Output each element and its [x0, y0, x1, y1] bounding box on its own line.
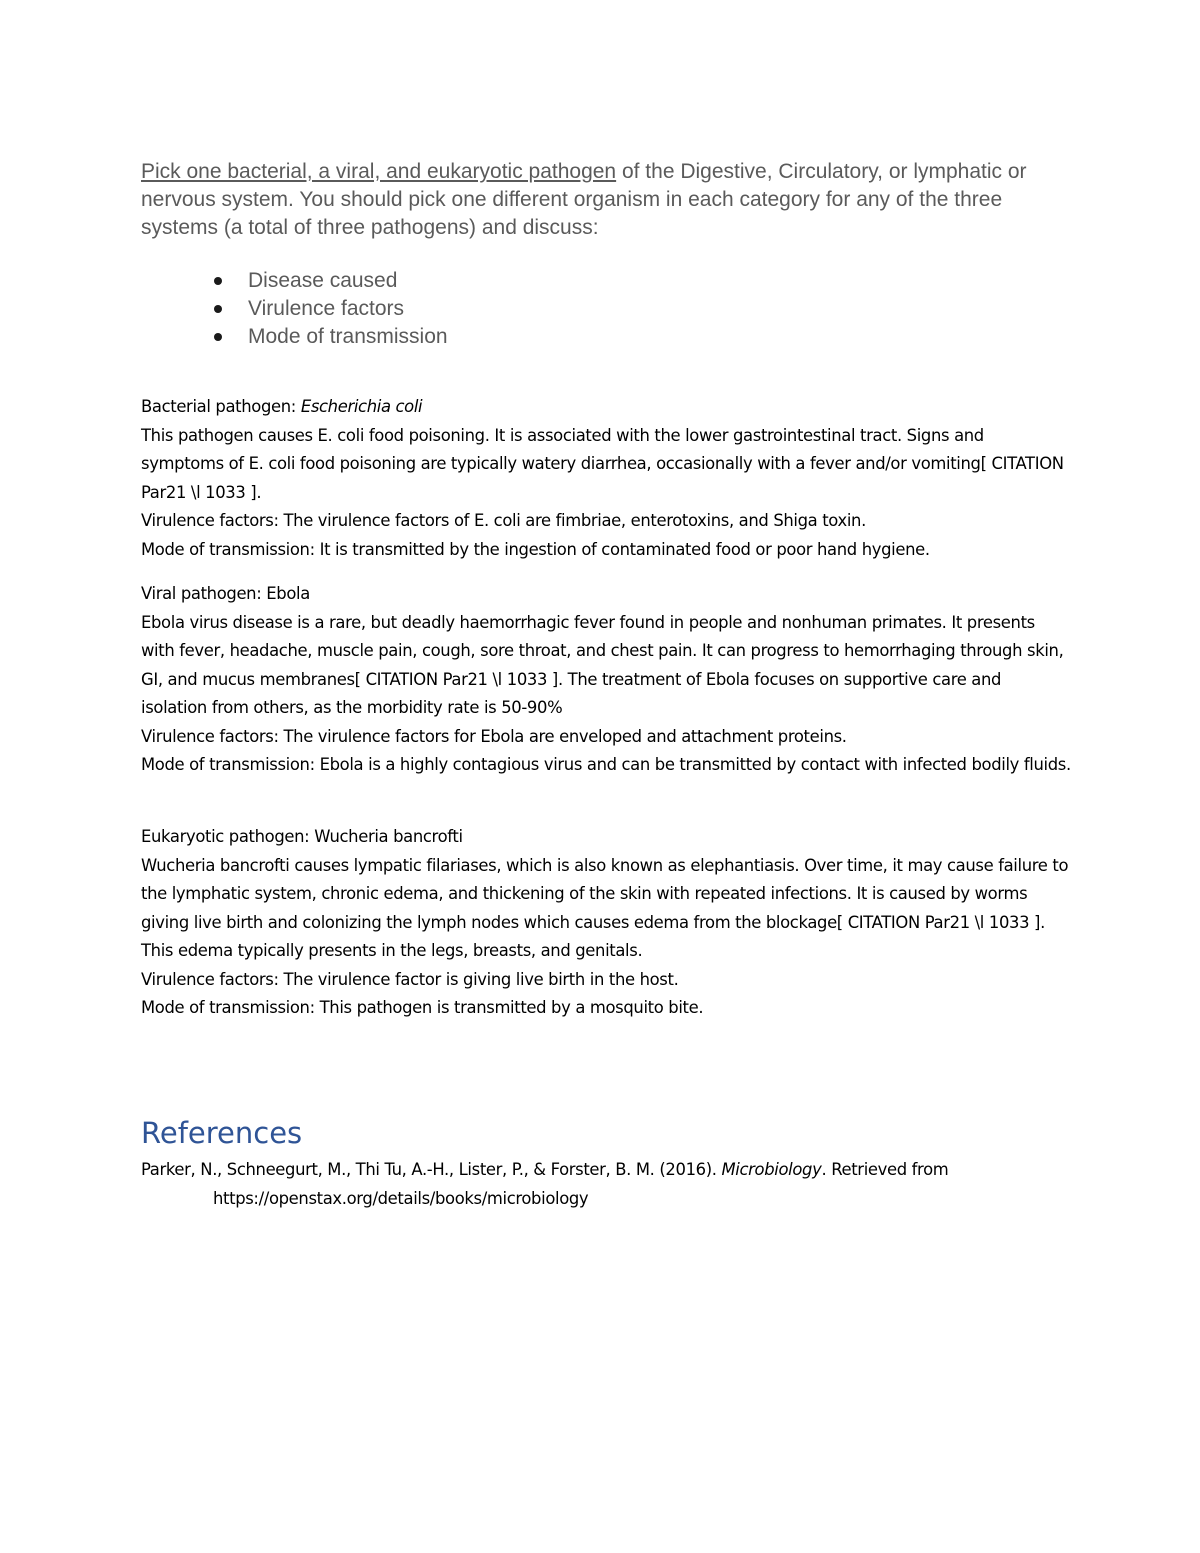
- list-item: [212, 267, 448, 295]
- viral-heading: Viral pathogen: Ebola: [141, 584, 310, 603]
- viral-description: Ebola virus disease is a rare, but deadly haemorrhagic fever found in people and nonhuman primates. It presents with fever, headache, muscle pain, cough, sore throat, and chest pain. It can progress to hemorrhaging through skin, GI, and mucus membranes[ CITATION Par21 \l 1033 ]. The treatment of Ebola focuses on supportive care and isolation from others, as the morbidity rate is 50-90%: [141, 612, 1064, 717]
- bullet-icon: [214, 333, 222, 341]
- viral-section: [141, 580, 1071, 780]
- bacterial-label: Bacterial pathogen:: [141, 397, 301, 416]
- bacterial-transmission: Mode of transmission: It is transmitted by the ingestion of contaminated food or poor hand hygiene.: [141, 539, 930, 559]
- list-item-label: Virulence factors: [248, 297, 405, 320]
- eukaryotic-heading: Eukaryotic pathogen: Wucheria bancrofti: [141, 827, 463, 846]
- viral-transmission: Mode of transmission: Ebola is a highly contagious virus and can be transmitted by contact with infected bodily fluids.: [141, 755, 1071, 774]
- eukaryotic-transmission: Mode of transmission: This pathogen is transmitted by a mosquito bite.: [141, 998, 704, 1017]
- assignment-prompt: [141, 158, 1061, 242]
- eukaryotic-virulence: Virulence factors: The virulence factor is giving live birth in the host.: [141, 969, 679, 989]
- bacterial-description: This pathogen causes E. coli food poisoning. It is associated with the lower gastrointestinal tract. Signs and symptoms of E. coli food poisoning are typically watery diarrhea, occasionally with a fever and/or vomiting[ CITATION Par21 \l 1033 ].: [141, 425, 1064, 502]
- prompt-text: of the Digestive, Circulatory, or lymphatic or nervous system. You should pick one different organism in each category for any of the three systems (a total of three pathogens) and discuss:: [141, 160, 1027, 239]
- bullet-icon: [214, 277, 222, 285]
- reference-title: Microbiology: [721, 1160, 822, 1179]
- prompt-underlined: Pick one bacterial, a viral, and eukaryotic pathogen: [141, 160, 617, 183]
- viral-virulence: Virulence factors: The virulence factors for Ebola are enveloped and attachment proteins.: [141, 726, 847, 746]
- eukaryotic-section: [141, 823, 1071, 1023]
- bullet-icon: [214, 305, 222, 313]
- list-item-label: Disease caused: [248, 269, 398, 292]
- list-item: [212, 323, 448, 351]
- bacterial-organism: Escherichia coli: [300, 397, 423, 416]
- eukaryotic-description: Wucheria bancrofti causes lympatic filariases, which is also known as elephantiasis. Over time, it may cause failure to the lymphatic system, chronic edema, and thickening of the skin with repeated infections. It is caused by worms giving live birth and colonizing the lymph nodes which causes edema from the blockage[ CITATION Par21 \l 1033 ]. This edema typically presents in the legs, breasts, and genitals.: [141, 855, 1069, 960]
- list-item-label: Mode of transmission: [248, 325, 448, 348]
- list-item: [212, 295, 448, 323]
- reference-authors: Parker, N., Schneegurt, M., Thi Tu, A.-H., Lister, P., & Forster, B. M. (2016).: [141, 1160, 722, 1179]
- bacterial-heading: [141, 393, 1071, 422]
- reference-source: . Retrieved from https://openstax.org/details/books/microbiology: [213, 1160, 949, 1208]
- discussion-topics-list: [212, 267, 448, 351]
- bacterial-section: [141, 393, 1071, 564]
- reference-entry: [141, 1156, 1071, 1213]
- bacterial-virulence: Virulence factors: The virulence factors of E. coli are fimbriae, enterotoxins, and Shiga toxin.: [141, 511, 866, 530]
- references-heading: References: [141, 1116, 303, 1150]
